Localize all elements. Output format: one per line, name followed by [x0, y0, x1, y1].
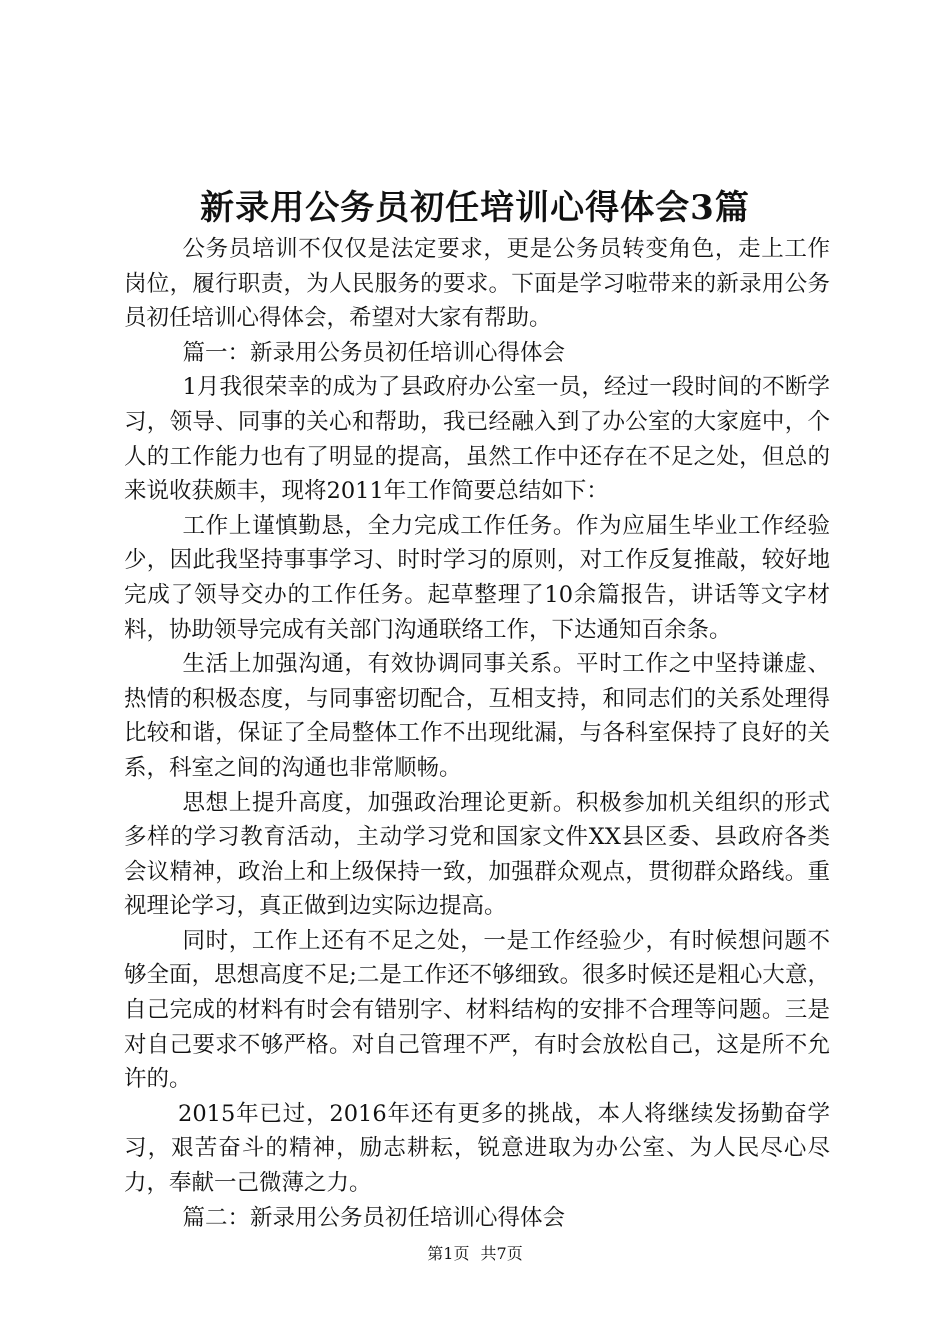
paragraph-intro: 公务员培训不仅仅是法定要求，更是公务员转变角色，走上工作岗位，履行职责，为人民服务的要求。下面是学习啦带来的新录用公务员初任培训心得体会，希望对大家有帮助。 [124, 236, 830, 332]
page-total: 共7页 [480, 1244, 523, 1263]
paragraph-6: 2015年已过，2016年还有更多的挑战，本人将继续发扬勤奋学习，艰苦奋斗的精神，励志耕耘，锐意进取为办公室、为人民尽心尽力，奉献一己微薄之力。 [124, 1100, 830, 1197]
paragraph-5: 同时，工作上还有不足之处，一是工作经验少，有时候想问题不够全面，思想高度不足;二是工作还不够细致。很多时候还是粗心大意，自己完成的材料有时会有错别字、材料结构的安排不合理等问题。三是对自己要求不够严格。对自己管理不严，有时会放松自己，这是所不允许的。 [124, 927, 830, 1093]
section-heading-1: 篇一：新录用公务员初任培训心得体会 [182, 339, 566, 366]
page-number: 第1页 [427, 1244, 470, 1263]
document-body [124, 232, 830, 1235]
paragraph-4: 思想上提升高度，加强政治理论更新。积极参加机关组织的形式多样的学习教育活动，主动学习党和国家文件XX县区委、县政府各类会议精神，政治上和上级保持一致，加强群众观点，贯彻群众路线。重视理论学习，真正做到边实际边提高。 [124, 789, 830, 920]
paragraph-1: 1月我很荣幸的成为了县政府办公室一员，经过一段时间的不断学习，领导、同事的关心和帮助，我已经融入到了办公室的大家庭中，个人的工作能力也有了明显的提高，虽然工作中还存在不足之处，但总的来说收获颇丰，现将2011年工作简要总结如下： [124, 374, 830, 505]
paragraph-3: 生活上加强沟通，有效协调同事关系。平时工作之中坚持谦虚、热情的积极态度，与同事密切配合，互相支持，和同志们的关系处理得比较和谐，保证了全局整体工作不出现纰漏，与各科室保持了良好的关系，科室之间的沟通也非常顺畅。 [124, 651, 830, 781]
paragraph-2: 工作上谨慎勤恳，全力完成工作任务。作为应届生毕业工作经验少，因此我坚持事事学习、时时学习的原则，对工作反复推敲，较好地完成了领导交办的工作任务。起草整理了10余篇报告，讲话等文字材料，协助领导完成有关部门沟通联络工作，下达通知百余条。 [124, 512, 830, 643]
page-footer [0, 1242, 950, 1266]
document-title: 新录用公务员初任培训心得体会3篇 [200, 188, 750, 228]
section-heading-2: 篇二：新录用公务员初任培训心得体会 [182, 1204, 566, 1231]
